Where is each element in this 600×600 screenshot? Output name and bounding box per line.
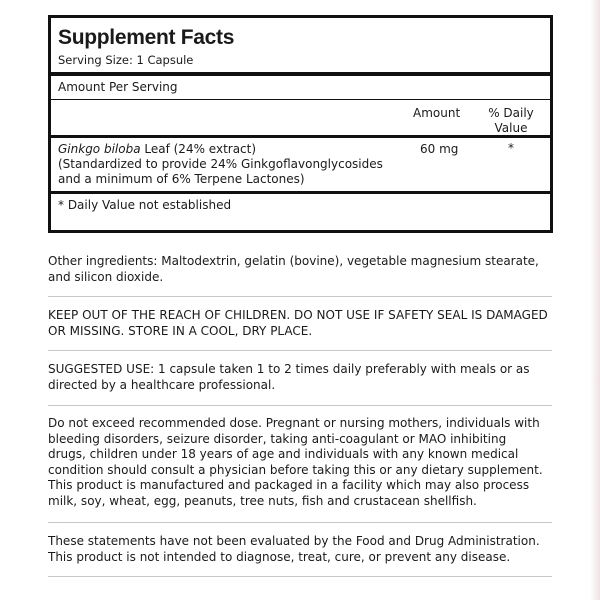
ingredient-amount: 60 mg: [420, 142, 459, 156]
ingredient-description: [58, 142, 383, 187]
supplement-facts-panel: [48, 15, 553, 233]
text-line: milk, soy, wheat, egg, peanuts, tree nuts, fish and crustacean shellfish.: [48, 493, 477, 508]
text-line: OR MISSING. STORE IN A COOL, DRY PLACE.: [48, 323, 313, 338]
text-line: condition should consult a physician before taking this or any dietary supplement.: [48, 462, 543, 477]
ingredient-name-rest: Leaf (24% extract): [140, 142, 257, 156]
section-divider: [48, 296, 552, 297]
text-line: drugs, children under 18 years of age and individuals with any known medical: [48, 447, 519, 461]
suggested-use-text: [48, 362, 552, 393]
amount-per-serving: Amount Per Serving: [51, 76, 550, 100]
section-divider: [48, 405, 552, 406]
text-line: These statements have not been evaluated by the Food and Drug Administration.: [48, 534, 540, 548]
facts-column-headers: [51, 100, 550, 138]
daily-value-footnote: * Daily Value not established: [58, 198, 232, 212]
text-line: Do not exceed recommended dose. Pregnant or nursing mothers, individuals with: [48, 416, 540, 430]
text-line: This product is not intended to diagnose, treat, cure, or prevent any disease.: [48, 549, 511, 564]
section-divider: [48, 576, 552, 577]
ingredient-name: [58, 142, 383, 157]
ingredient-row: [51, 138, 550, 194]
fda-disclaimer-text: [48, 534, 552, 565]
ingredient-detail-line1: (Standardized to provide 24% Ginkgoflavonglycosides: [58, 157, 383, 171]
ingredient-detail-line2: and a minimum of 6% Terpene Lactones): [58, 172, 305, 186]
text-line: directed by a healthcare professional.: [48, 377, 276, 392]
section-divider: [48, 522, 552, 523]
caution-text: [48, 416, 552, 509]
ingredient-name-italic: Ginkgo biloba: [58, 142, 141, 156]
page-edge-shadow: [590, 0, 600, 600]
daily-value-line1: % Daily: [488, 106, 534, 120]
other-ingredients-text: [48, 254, 552, 285]
ingredient-daily-value: *: [508, 141, 514, 155]
section-divider: [48, 350, 552, 351]
text-line: KEEP OUT OF THE REACH OF CHILDREN. DO NOT USE IF SAFETY SEAL IS DAMAGED: [48, 308, 548, 322]
text-line: This product is manufactured and packaged in a facility which may also process: [48, 478, 530, 492]
warning-text: [48, 308, 552, 339]
text-line: SUGGESTED USE: 1 capsule taken 1 to 2 times daily preferably with meals or as: [48, 362, 530, 376]
text-line: bleeding disorders, seizure disorder, taking anti-coagulant or MAO inhibiting: [48, 431, 507, 446]
serving-size: Serving Size: 1 Capsule: [58, 53, 194, 67]
column-header-amount: Amount: [413, 106, 461, 120]
daily-value-line2: Value: [494, 121, 528, 135]
facts-title-block: [51, 18, 550, 76]
facts-title: Supplement Facts: [58, 26, 235, 49]
text-line: and silicon dioxide.: [48, 269, 164, 284]
text-line: Other ingredients: Maltodextrin, gelatin (bovine), vegetable magnesium stearate,: [48, 254, 539, 268]
column-header-daily-value: [481, 106, 541, 136]
